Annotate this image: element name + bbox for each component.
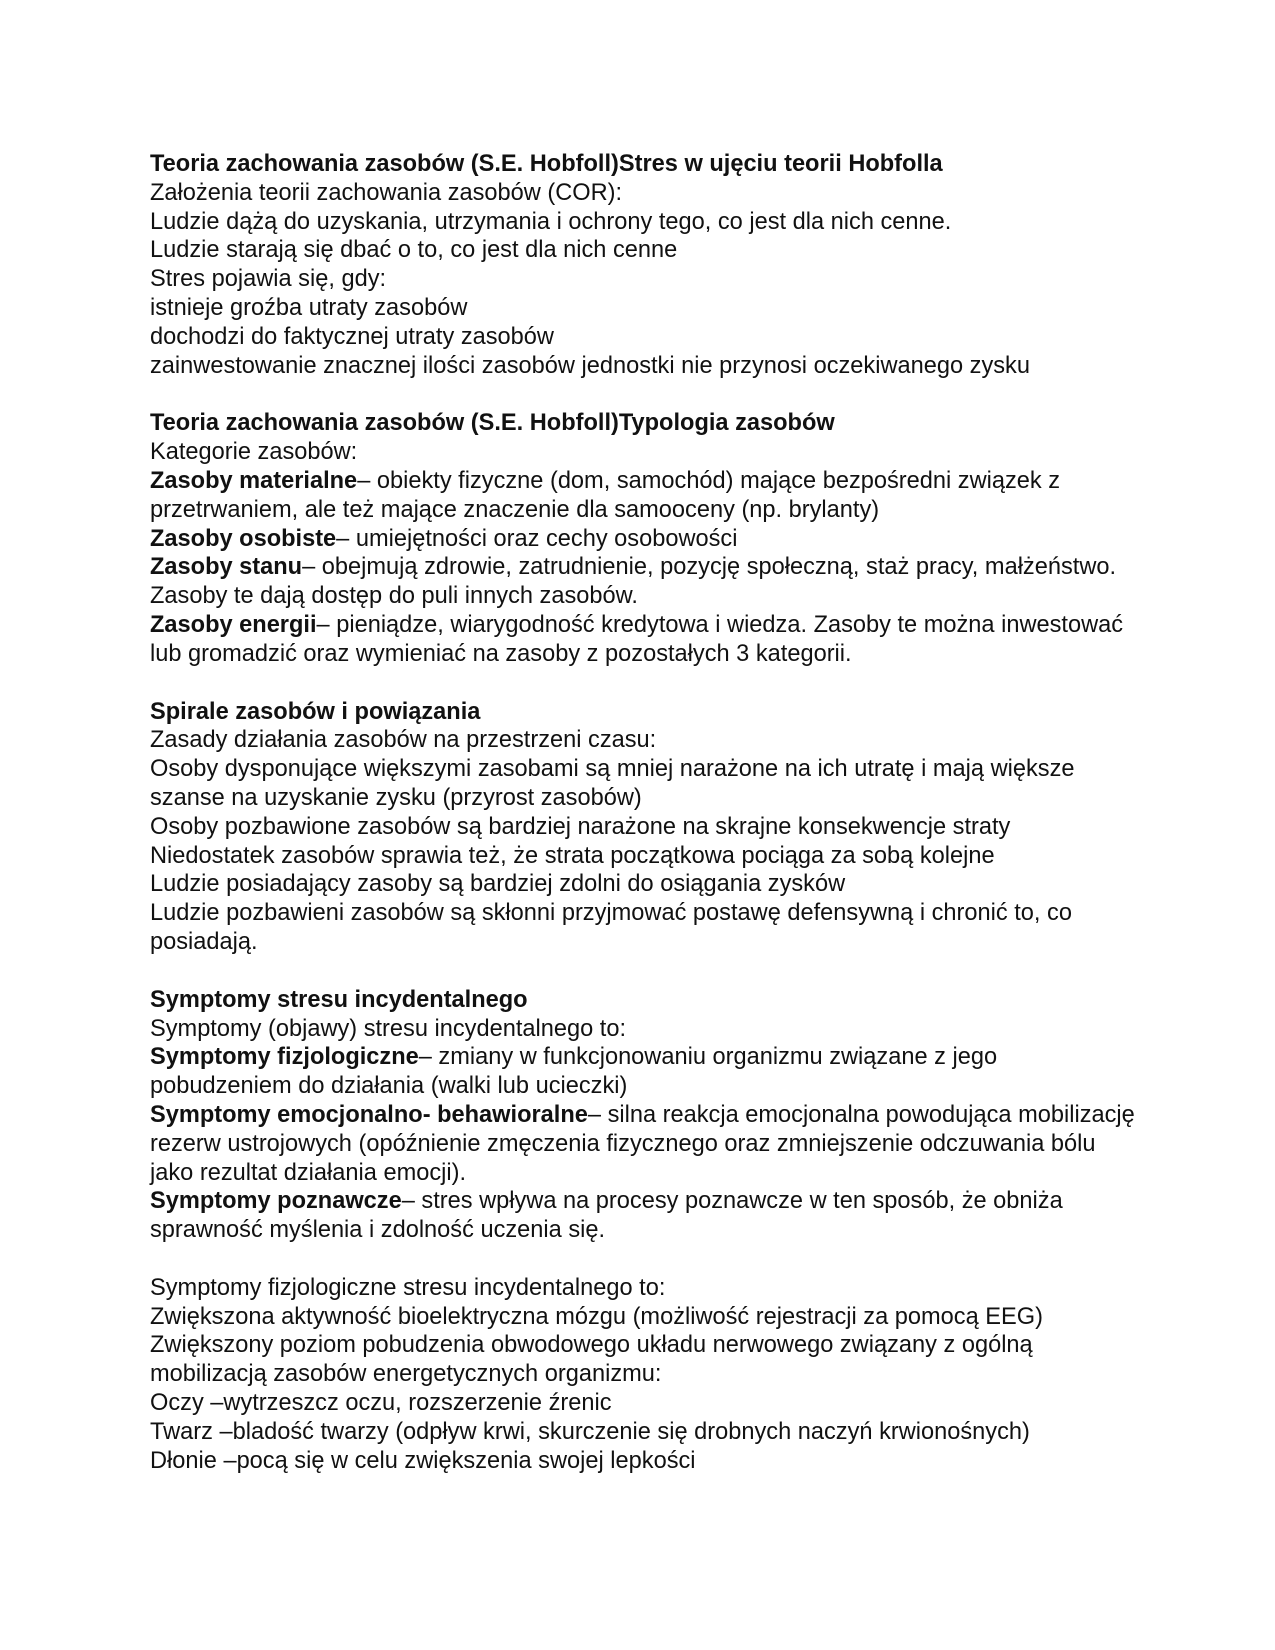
definition-text: – umiejętności oraz cechy osobowości bbox=[336, 525, 738, 552]
text-line: Oczy –wytrzeszcz oczu, rozszerzenie źrenic bbox=[150, 1390, 612, 1417]
paragraph-gap bbox=[150, 669, 1140, 698]
text-line: Niedostatek zasobów sprawia też, że strata początkowa pociąga za sobą kolejne bbox=[150, 842, 995, 869]
definition-item bbox=[150, 467, 1140, 525]
definition-item bbox=[150, 611, 1140, 669]
definition-text: – obiekty fizyczne (dom, samochód) mające bezpośredni związek z przetrwaniem, ale też mające znaczenie dla samooceny (np. brylanty) bbox=[150, 467, 1061, 523]
text-line: Kategorie zasobów: bbox=[150, 439, 358, 466]
text-line: istnieje groźba utraty zasobów bbox=[150, 294, 468, 321]
text-line: Założenia teorii zachowania zasobów (COR): bbox=[150, 179, 623, 206]
definition-term: Zasoby stanu bbox=[150, 554, 303, 581]
text-line: Zasady działania zasobów na przestrzeni czasu: bbox=[150, 727, 657, 754]
text-line: Twarz –bladość twarzy (odpływ krwi, skurczenie się drobnych naczyń krwionośnych) bbox=[150, 1418, 1030, 1445]
definition-term: Symptomy fizjologiczne bbox=[150, 1044, 419, 1071]
document-page bbox=[150, 150, 1140, 1475]
text-line: Dłonie –pocą się w celu zwiększenia swojej lepkości bbox=[150, 1447, 696, 1474]
text-line: Ludzie dążą do uzyskania, utrzymania i ochrony tego, co jest dla nich cenne. bbox=[150, 208, 952, 235]
definition-text: – pieniądze, wiarygodność kredytowa i wiedza. Zasoby te można inwestować lub gromadzić oraz wymieniać na zasoby z pozostałych 3 kategorii. bbox=[150, 611, 1124, 667]
text-line: Osoby pozbawione zasobów są bardziej narażone na skrajne konsekwencje straty bbox=[150, 813, 1011, 840]
text-line: Symptomy fizjologiczne stresu incydentalnego to: bbox=[150, 1274, 666, 1301]
text-line: zainwestowanie znacznej ilości zasobów jednostki nie przynosi oczekiwanego zysku bbox=[150, 352, 1030, 379]
definition-term: Zasoby osobiste bbox=[150, 525, 337, 552]
definition-term: Zasoby materialne bbox=[150, 467, 358, 494]
text-line: Stres pojawia się, gdy: bbox=[150, 266, 387, 293]
definition-term: Symptomy emocjonalno- behawioralne bbox=[150, 1101, 588, 1128]
section-title: Teoria zachowania zasobów (S.E. Hobfoll)Stres w ujęciu teorii Hobfolla bbox=[150, 151, 943, 177]
definition-item bbox=[150, 1187, 1140, 1245]
paragraph-gap bbox=[150, 380, 1140, 409]
text-line: Ludzie starają się dbać o to, co jest dla nich cenne bbox=[150, 237, 678, 264]
section-title: Teoria zachowania zasobów (S.E. Hobfoll)Typologia zasobów bbox=[150, 410, 835, 437]
text-line: Zwiększona aktywność bioelektryczna mózgu (możliwość rejestracji za pomocą EEG) bbox=[150, 1303, 1043, 1330]
text-line: Ludzie pozbawieni zasobów są skłonni przyjmować postawę defensywną i chronić to, co posiadają. bbox=[150, 900, 1072, 955]
text-line: Symptomy (objawy) stresu incydentalnego to: bbox=[150, 1015, 627, 1042]
text-line: Osoby dysponujące większymi zasobami są mniej narażone na ich utratę i mają większe szanse na uzyskanie zysku (przyrost zasobów) bbox=[150, 756, 1075, 811]
definition-item bbox=[150, 525, 1140, 554]
text-line: dochodzi do faktycznej utraty zasobów bbox=[150, 323, 554, 350]
definition-item bbox=[150, 1101, 1140, 1187]
definition-text: – obejmują zdrowie, zatrudnienie, pozycję społeczną, staż pracy, małżeństwo. Zasoby te dają dostęp do puli innych zasobów. bbox=[150, 554, 1117, 610]
definition-term: Symptomy poznawcze bbox=[150, 1188, 402, 1215]
definition-item bbox=[150, 1043, 1140, 1101]
definition-item bbox=[150, 553, 1140, 611]
definition-text: – zmiany w funkcjonowaniu organizmu związane z jego pobudzeniem do działania (walki lub ucieczki) bbox=[150, 1044, 998, 1100]
paragraph-gap bbox=[150, 1245, 1140, 1274]
definition-text: – stres wpływa na procesy poznawcze w ten sposób, że obniża sprawność myślenia i zdolność uczenia się. bbox=[150, 1188, 1063, 1244]
text-line: Ludzie posiadający zasoby są bardziej zdolni do osiągania zysków bbox=[150, 871, 846, 898]
section-title: Symptomy stresu incydentalnego bbox=[150, 986, 528, 1013]
definition-text: – silna reakcja emocjonalna powodująca mobilizację rezerw ustrojowych (opóźnienie zmęczenia fizycznego oraz zmniejszenie odczuwania bólu jako rezultat działania emocji). bbox=[150, 1101, 1135, 1186]
definition-term: Zasoby energii bbox=[150, 611, 317, 638]
paragraph-gap bbox=[150, 957, 1140, 986]
section-title: Spirale zasobów i powiązania bbox=[150, 698, 481, 725]
text-line: Zwiększony poziom pobudzenia obwodowego układu nerwowego związany z ogólną mobilizacją zasobów energetycznych organizmu: bbox=[150, 1332, 1033, 1388]
